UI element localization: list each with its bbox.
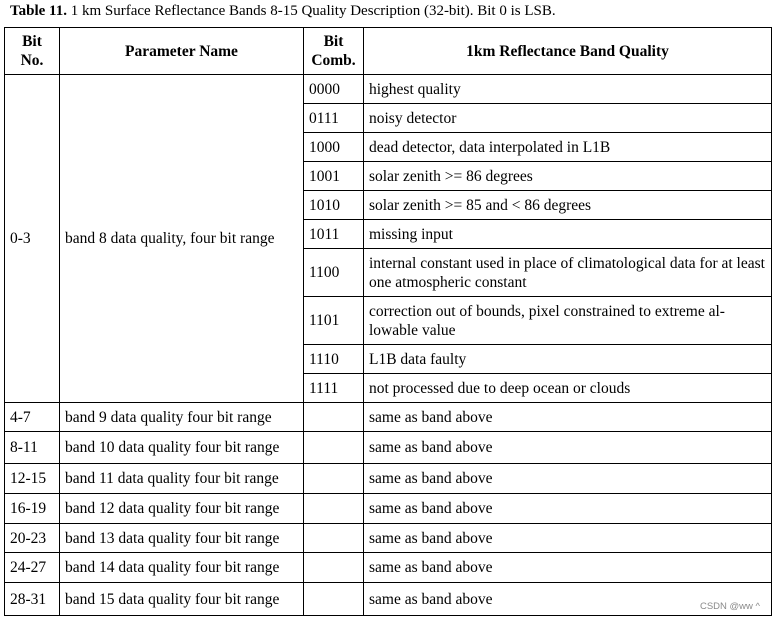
desc-cell: noisy detector <box>364 104 772 133</box>
comb-cell <box>304 464 364 494</box>
comb-cell: 0000 <box>304 75 364 104</box>
header-band-quality: 1km Reflectance Band Quality <box>364 28 772 75</box>
quality-table <box>4 27 772 616</box>
bit-cell: 16-19 <box>5 494 60 524</box>
comb-cell <box>304 553 364 583</box>
header-parameter-name: Parameter Name <box>60 28 304 75</box>
param-cell: band 11 data quality four bit range <box>60 464 304 494</box>
header-bit-no-line2: No. <box>20 52 44 69</box>
table-row <box>5 524 772 553</box>
comb-cell <box>304 524 364 553</box>
comb-cell: 1111 <box>304 374 364 403</box>
header-bit-comb <box>304 28 364 75</box>
desc-cell: highest quality <box>364 75 772 104</box>
bit-cell: 8-11 <box>5 432 60 464</box>
param-cell: band 15 data quality four bit range <box>60 583 304 616</box>
band8-bit-cell: 0-3 <box>5 75 60 403</box>
bit-cell: 12-15 <box>5 464 60 494</box>
desc-cell: internal constant used in place of climatological data for at least one atmospheric constant <box>364 249 772 297</box>
bit-cell: 24-27 <box>5 553 60 583</box>
comb-cell: 1110 <box>304 345 364 374</box>
desc-cell: same as band above <box>364 524 772 553</box>
header-bit-no-line1: Bit <box>22 33 42 50</box>
caption-label: Table 11. <box>10 3 67 19</box>
desc-cell: same as band above <box>364 432 772 464</box>
desc-cell: same as band above <box>364 553 772 583</box>
comb-cell: 1011 <box>304 220 364 249</box>
comb-cell <box>304 494 364 524</box>
desc-cell: same as band above <box>364 583 772 616</box>
bit-cell: 4-7 <box>5 403 60 432</box>
desc-cell: correction out of bounds, pixel constrained to extreme al-lowable value <box>364 297 772 345</box>
desc-cell: not processed due to deep ocean or clouds <box>364 374 772 403</box>
table-row <box>5 494 772 524</box>
desc-cell: same as band above <box>364 403 772 432</box>
param-cell: band 13 data quality four bit range <box>60 524 304 553</box>
band8-param-cell: band 8 data quality, four bit range <box>60 75 304 403</box>
desc-cell: solar zenith >= 86 degrees <box>364 162 772 191</box>
desc-cell: solar zenith >= 85 and < 86 degrees <box>364 191 772 220</box>
header-bit-comb-line2: Comb. <box>311 52 356 69</box>
desc-cell: dead detector, data interpolated in L1B <box>364 133 772 162</box>
desc-cell: L1B data faulty <box>364 345 772 374</box>
param-cell: band 9 data quality four bit range <box>60 403 304 432</box>
table-row <box>5 583 772 616</box>
header-bit-comb-line1: Bit <box>323 33 344 50</box>
comb-cell <box>304 432 364 464</box>
comb-cell <box>304 583 364 616</box>
table-row <box>5 75 772 104</box>
param-cell: band 10 data quality four bit range <box>60 432 304 464</box>
bit-cell: 20-23 <box>5 524 60 553</box>
param-cell: band 14 data quality four bit range <box>60 553 304 583</box>
comb-cell: 1001 <box>304 162 364 191</box>
table-row <box>5 403 772 432</box>
comb-cell: 1000 <box>304 133 364 162</box>
table-row <box>5 432 772 464</box>
desc-cell: missing input <box>364 220 772 249</box>
comb-cell <box>304 403 364 432</box>
header-row <box>5 28 772 75</box>
table-caption <box>10 1 556 21</box>
watermark: CSDN @ww ^ <box>699 601 760 612</box>
bit-cell: 28-31 <box>5 583 60 616</box>
comb-cell: 0111 <box>304 104 364 133</box>
table-row <box>5 553 772 583</box>
comb-cell: 1100 <box>304 249 364 297</box>
table-row <box>5 464 772 494</box>
caption-text: 1 km Surface Reflectance Bands 8-15 Quality Description (32-bit). Bit 0 is LSB. <box>70 3 556 19</box>
header-bit-no <box>5 28 60 75</box>
desc-cell: same as band above <box>364 494 772 524</box>
comb-cell: 1101 <box>304 297 364 345</box>
comb-cell: 1010 <box>304 191 364 220</box>
desc-cell: same as band above <box>364 464 772 494</box>
param-cell: band 12 data quality four bit range <box>60 494 304 524</box>
